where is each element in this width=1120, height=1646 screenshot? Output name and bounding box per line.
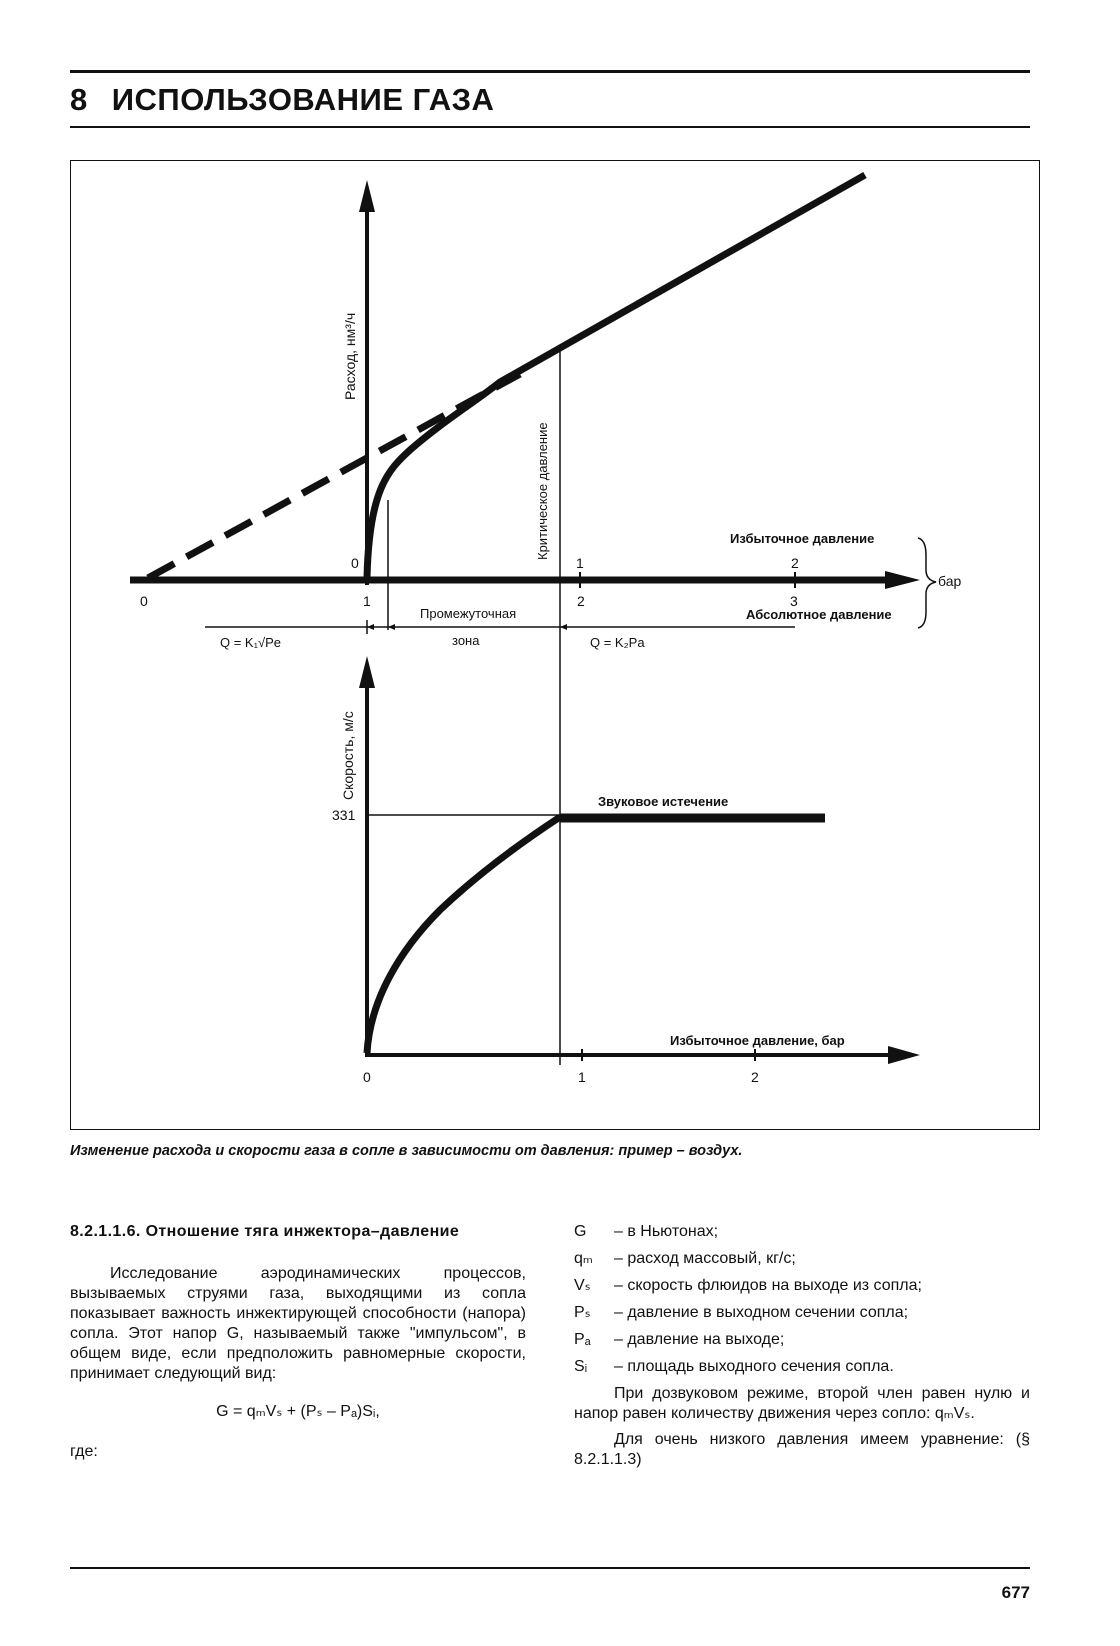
definition-symbol: Pₛ: [574, 1304, 591, 1321]
definition-row: [574, 1357, 1030, 1377]
top-excess-tick-2: 2: [791, 555, 799, 571]
zone-middle-label-2: зона: [452, 633, 480, 648]
top-rule: [70, 70, 1030, 73]
excess-pressure-label: Избыточное давление: [730, 531, 875, 546]
definition-text: – давление в выходном сечении сопла;: [614, 1304, 909, 1321]
chapter-title: ИСПОЛЬЗОВАНИЕ ГАЗА: [111, 82, 495, 117]
definition-text: – площадь выходного сечения сопла.: [614, 1358, 894, 1375]
definition-symbol: Pₐ: [574, 1331, 591, 1348]
unit-label: бар: [938, 573, 962, 589]
footer-rule: [70, 1567, 1030, 1569]
right-column: [574, 1222, 1030, 1476]
definition-row: [574, 1222, 1030, 1242]
bottom-x-axis-arrow: [888, 1046, 920, 1064]
top-y-label: Расход, нм³/ч: [342, 312, 358, 400]
bottom-y-label: Скорость, м/с: [340, 711, 356, 800]
definition-text: – в Ньютонах;: [614, 1223, 719, 1240]
zone-left-formula: Q = K₁√Pe: [220, 635, 282, 650]
chapter-number: 8: [70, 82, 88, 117]
zone-arrow-middle: [388, 624, 395, 630]
abs-tick-3: 3: [790, 593, 798, 609]
bottom-y-axis-arrow: [359, 656, 375, 688]
top-origin-excess: 0: [351, 555, 359, 571]
zone-right-formula: Q = K₂Pa: [590, 635, 645, 650]
thrust-formula: G = qₘVₛ + (Pₛ – Pₐ)Sᵢ,: [216, 1403, 380, 1420]
velocity-curve: [367, 817, 560, 1053]
sonic-flow-label: Звуковое истечение: [598, 794, 729, 809]
definition-row: [574, 1249, 1030, 1269]
top-x-axis-arrow: [885, 571, 920, 589]
abs-tick-2: 2: [577, 593, 585, 609]
page-title: [70, 82, 494, 118]
definition-row: [574, 1303, 1030, 1323]
top-y-axis-arrow: [359, 180, 375, 212]
definition-symbol: G: [574, 1223, 587, 1240]
subsonic-paragraph: При дозвуковом режиме, второй член равен нулю и напор равен количеству движения через сопло: qₘVₛ.: [574, 1385, 1030, 1422]
top-excess-tick-1: 1: [576, 555, 584, 571]
bottom-tick-1: 1: [578, 1069, 586, 1085]
flow-curve: [367, 175, 865, 578]
definition-text: – скорость флюидов на выходе из сопла;: [614, 1277, 922, 1294]
unit-brace: [918, 538, 936, 628]
definition-symbol: Sᵢ: [574, 1358, 588, 1375]
abs-tick-1: 1: [363, 593, 371, 609]
definition-text: – расход массовый, кг/с;: [614, 1250, 796, 1267]
page-number: 677: [1001, 1583, 1030, 1602]
speed-value-label: 331: [332, 807, 356, 823]
title-rule: [70, 126, 1030, 128]
section-paragraph: Исследование аэродинамических процессов, вызываемых струями газа, выходящими из сопла показывает важность инжектирующей способности (напора) сопла. Этот напор G, называемый также "импульсом", в общем виде, если предположить равномерные скорости, принимает следующий вид:: [70, 1265, 526, 1382]
bottom-tick-0: 0: [363, 1069, 371, 1085]
bottom-x-label: Избыточное давление, бар: [670, 1033, 845, 1048]
left-column: [70, 1222, 526, 1462]
definition-row: [574, 1330, 1030, 1350]
definition-text: – давление на выходе;: [614, 1331, 785, 1348]
definition-symbol: qₘ: [574, 1250, 593, 1267]
where-label: где:: [70, 1443, 98, 1460]
abs-tick-0: 0: [140, 593, 148, 609]
critical-pressure-label: Критическое давление: [535, 422, 550, 560]
bottom-tick-2: 2: [751, 1069, 759, 1085]
zone-arrow-left: [367, 624, 374, 630]
zone-middle-label-1: Промежуточная: [420, 606, 517, 621]
definition-symbol: Vₛ: [574, 1277, 591, 1294]
figure-caption: Изменение расхода и скорости газа в сопле в зависимости от давления: пример – воздух.: [70, 1143, 743, 1159]
zone-arrow-right: [560, 624, 567, 630]
absolute-pressure-label: Абсолютное давление: [746, 607, 892, 622]
section-heading: 8.2.1.1.6. Отношение тяга инжектора–давление: [70, 1223, 460, 1240]
definition-row: [574, 1276, 1030, 1296]
pressure-flow-figure: [70, 160, 1040, 1130]
low-pressure-paragraph: Для очень низкого давления имеем уравнение: (§ 8.2.1.1.3): [574, 1431, 1030, 1468]
